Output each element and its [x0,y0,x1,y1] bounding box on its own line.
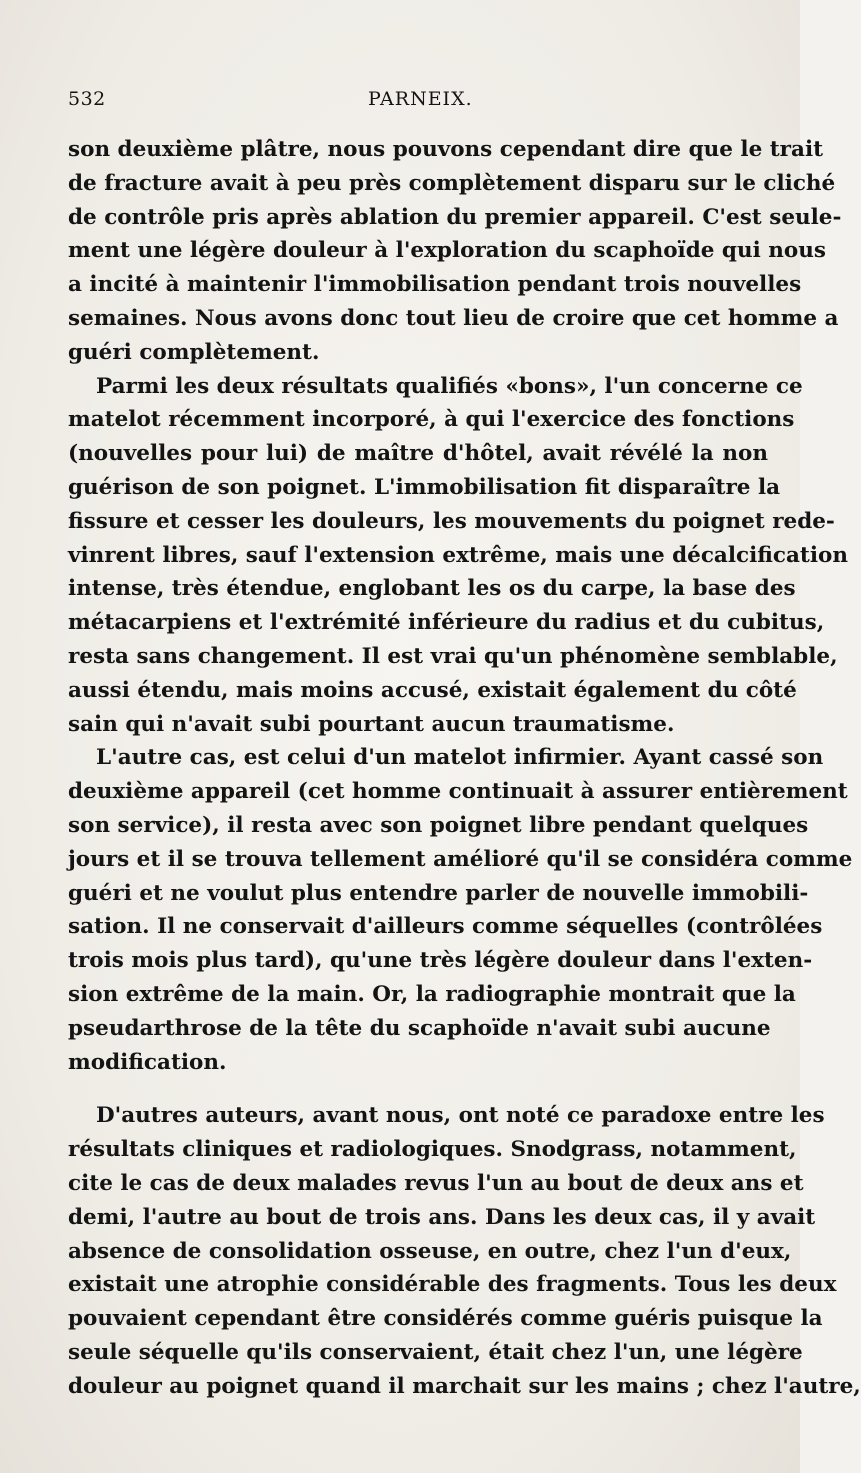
text-line: douleur au poignet quand il marchait sur les mains ; chez l'autre, [68,1373,861,1399]
paragraph-gap [68,1079,768,1099]
text-line: trois mois plus tard), qu'une très légère douleur dans l'exten- [68,948,813,974]
text-line: Parmi les deux résultats qualifiés «bons», l'un concerne ce [96,373,803,399]
text-line: guéri complètement. [68,339,320,365]
text-line: jours et il se trouva tellement amélioré qu'il se considéra comme [68,846,853,872]
text-line: absence de consolidation osseuse, en outre, chez l'un d'eux, [68,1238,792,1264]
text-line: resta sans changement. Il est vrai qu'un phénomène semblable, [68,643,838,669]
page-number: 532 [68,88,106,110]
text-line: de contrôle pris après ablation du premier appareil. C'est seule- [68,204,842,230]
text-line: semaines. Nous avons donc tout lieu de croire que cet homme a [68,305,839,331]
text-line: sion extrême de la main. Or, la radiographie montrait que la [68,981,796,1007]
text-line: seule séquelle qu'ils conservaient, était chez l'un, une légère [68,1339,803,1365]
text-line: D'autres auteurs, avant nous, ont noté ce paradoxe entre les [96,1103,825,1129]
text-line: métacarpiens et l'extrémité inférieure du radius et du cubitus, [68,610,825,636]
text-line: pouvaient cependant être considérés comme guéris puisque la [68,1306,823,1332]
paragraph-2 [68,370,848,742]
text-line: matelot récemment incorporé, à qui l'exercice des fonctions [68,407,795,433]
text-line: L'autre cas, est celui d'un matelot infirmier. Ayant cassé son [96,745,824,771]
text-line: (nouvelles pour lui) de maître d'hôtel, avait révélé la non [68,441,768,467]
paragraph-4 [68,1099,861,1403]
text-line: deuxième appareil (cet homme continuait à assurer entièrement [68,779,848,805]
text-line: guéri et ne voulut plus entendre parler de nouvelle immobili- [68,880,809,906]
page-header [68,88,768,118]
paragraph-1 [68,133,842,370]
text-line: guérison de son poignet. L'immobilisation fit disparaître la [68,474,781,500]
text-line: a incité à maintenir l'immobilisation pendant trois nouvelles [68,272,802,298]
text-line: sain qui n'avait subi pourtant aucun traumatisme. [68,711,675,737]
text-line: sation. Il ne conservait d'ailleurs comme séquelles (contrôlées [68,914,823,940]
text-line: résultats cliniques et radiologiques. Snodgrass, notamment, [68,1137,797,1163]
body-text [68,133,861,1403]
text-line: ment une légère douleur à l'exploration du scaphoïde qui nous [68,238,826,264]
text-line: pseudarthrose de la tête du scaphoïde n'avait subi aucune [68,1015,771,1041]
paragraph-3 [68,741,853,1079]
text-line: son service), il resta avec son poignet libre pendant quelques [68,812,809,838]
text-line: vinrent libres, sauf l'extension extrême, mais une décalcification [68,542,848,568]
text-line: intense, très étendue, englobant les os du carpe, la base des [68,576,796,602]
text-line: aussi étendu, mais moins accusé, existait également du côté [68,677,797,703]
text-line: cite le cas de deux malades revus l'un au bout de deux ans et [68,1170,804,1196]
text-line: existait une atrophie considérable des fragments. Tous les deux [68,1272,837,1298]
text-line: de fracture avait à peu près complètement disparu sur le cliché [68,170,836,196]
running-title: PARNEIX. [368,88,473,110]
text-line: demi, l'autre au bout de trois ans. Dans les deux cas, il y avait [68,1204,816,1230]
text-line: modification. [68,1049,227,1075]
text-line: son deuxième plâtre, nous pouvons cependant dire que le trait [68,137,824,162]
text-line: fissure et cesser les douleurs, les mouvements du poignet rede- [68,508,835,534]
